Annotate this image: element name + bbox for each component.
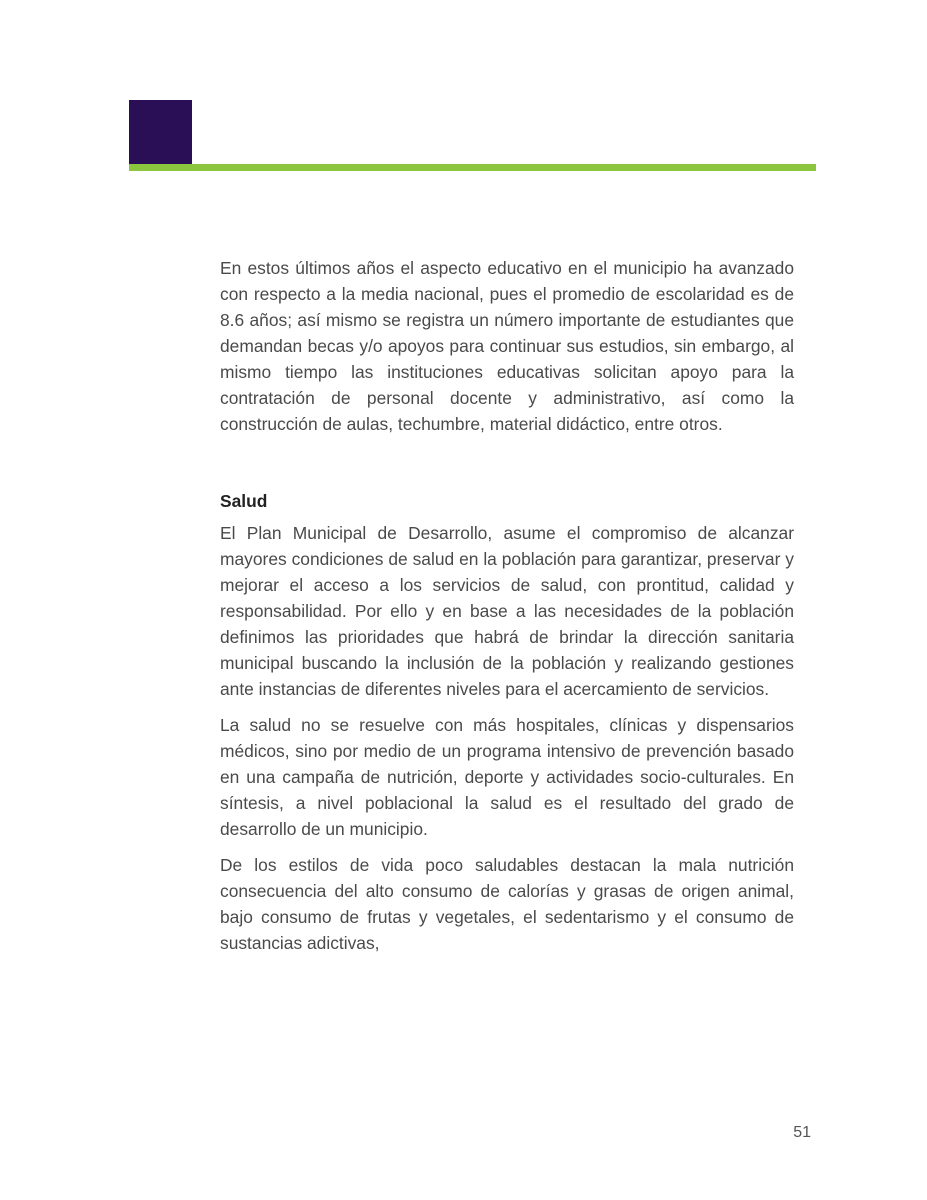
page-content <box>220 255 794 956</box>
page-number: 51 <box>793 1124 811 1141</box>
salud-paragraph-3: De los estilos de vida poco saludables destacan la mala nutrición consecuencia del alto consumo de calorías y grasas de origen animal, bajo consumo de frutas y vegetales, el sedentarismo y el consumo de sustancias adictivas, <box>220 855 794 953</box>
header-green-rule <box>129 164 816 171</box>
header-accent-block <box>129 100 192 164</box>
salud-paragraph-2: La salud no se resuelve con más hospitales, clínicas y dispensarios médicos, sino por medio de un programa intensivo de prevención basado en una campaña de nutrición, deporte y actividades socio-culturales. En síntesis, a nivel poblacional la salud es el resultado del grado de desarrollo de un municipio. <box>220 715 794 839</box>
section-title-salud: Salud <box>220 491 268 511</box>
intro-paragraph: En estos últimos años el aspecto educativo en el municipio ha avanzado con respecto a la media nacional, pues el promedio de escolaridad es de 8.6 años; así mismo se registra un número importante de estudiantes que demandan becas y/o apoyos para continuar sus estudios, sin embargo, al mismo tiempo las instituciones educativas solicitan apoyo para la contratación de personal docente y administrativo, así como la construcción de aulas, techumbre, material didáctico, entre otros. <box>220 258 794 434</box>
salud-paragraph-1: El Plan Municipal de Desarrollo, asume el compromiso de alcanzar mayores condiciones de salud en la población para garantizar, preservar y mejorar el acceso a los servicios de salud, con prontitud, calidad y responsabilidad. Por ello y en base a las necesidades de la población definimos las prioridades que habrá de brindar la dirección sanitaria municipal buscando la inclusión de la población y realizando gestiones ante instancias de diferentes niveles para el acercamiento de servicios. <box>220 523 794 699</box>
